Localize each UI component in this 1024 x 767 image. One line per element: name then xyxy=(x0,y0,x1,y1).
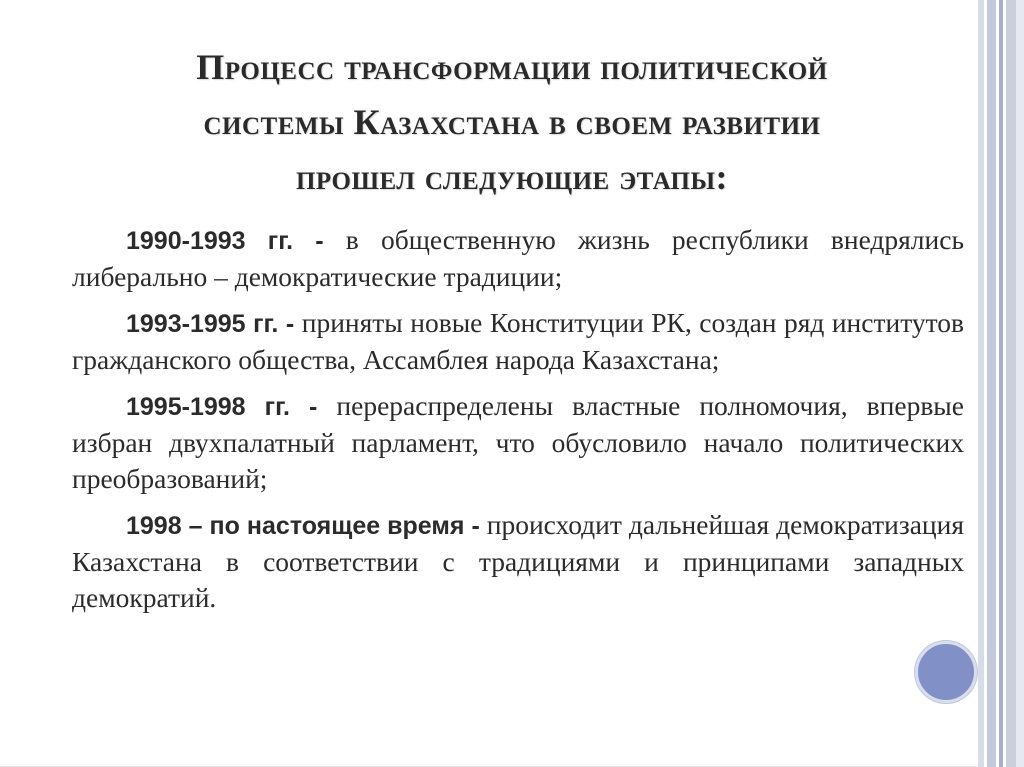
stage-text: в общественную жизнь республики внедрялись либерально – демократические традиции; xyxy=(72,224,964,292)
slide-body xyxy=(72,222,964,626)
stage-paragraph-1993 xyxy=(72,305,964,378)
stage-text: приняты новые Конституции РК, создан ряд институтов гражданского общества, Ассамблея народа Казахстана; xyxy=(72,307,965,375)
title-line-3: прошел следующие этапы: xyxy=(295,157,729,197)
stage-date: 1995-1998 гг. - xyxy=(126,393,318,421)
slide-title xyxy=(60,40,964,205)
stage-paragraph-1995 xyxy=(72,388,964,497)
title-line-1: Процесс трансформации политической xyxy=(196,47,828,87)
stage-text: перераспределены властные полномочия, впервые избран двухпалатный парламент, что обусловило начало политических преобразований; xyxy=(72,390,964,494)
stage-text: происходит дальнейшая демократизация Казахстана в соответствии с традициями и принципами западных демократий. xyxy=(72,509,964,613)
decorative-stripes xyxy=(978,0,1024,767)
stage-paragraph-1990 xyxy=(72,222,964,295)
stage-paragraph-1998 xyxy=(72,507,964,616)
stage-date: 1998 – по настоящее время - xyxy=(126,512,480,540)
decorative-circle xyxy=(915,641,977,703)
stage-date: 1990-1993 гг. - xyxy=(126,227,324,255)
stage-date: 1993-1995 гг. - xyxy=(126,310,295,338)
title-line-2: системы Казахстана в своем развитии xyxy=(203,102,821,142)
